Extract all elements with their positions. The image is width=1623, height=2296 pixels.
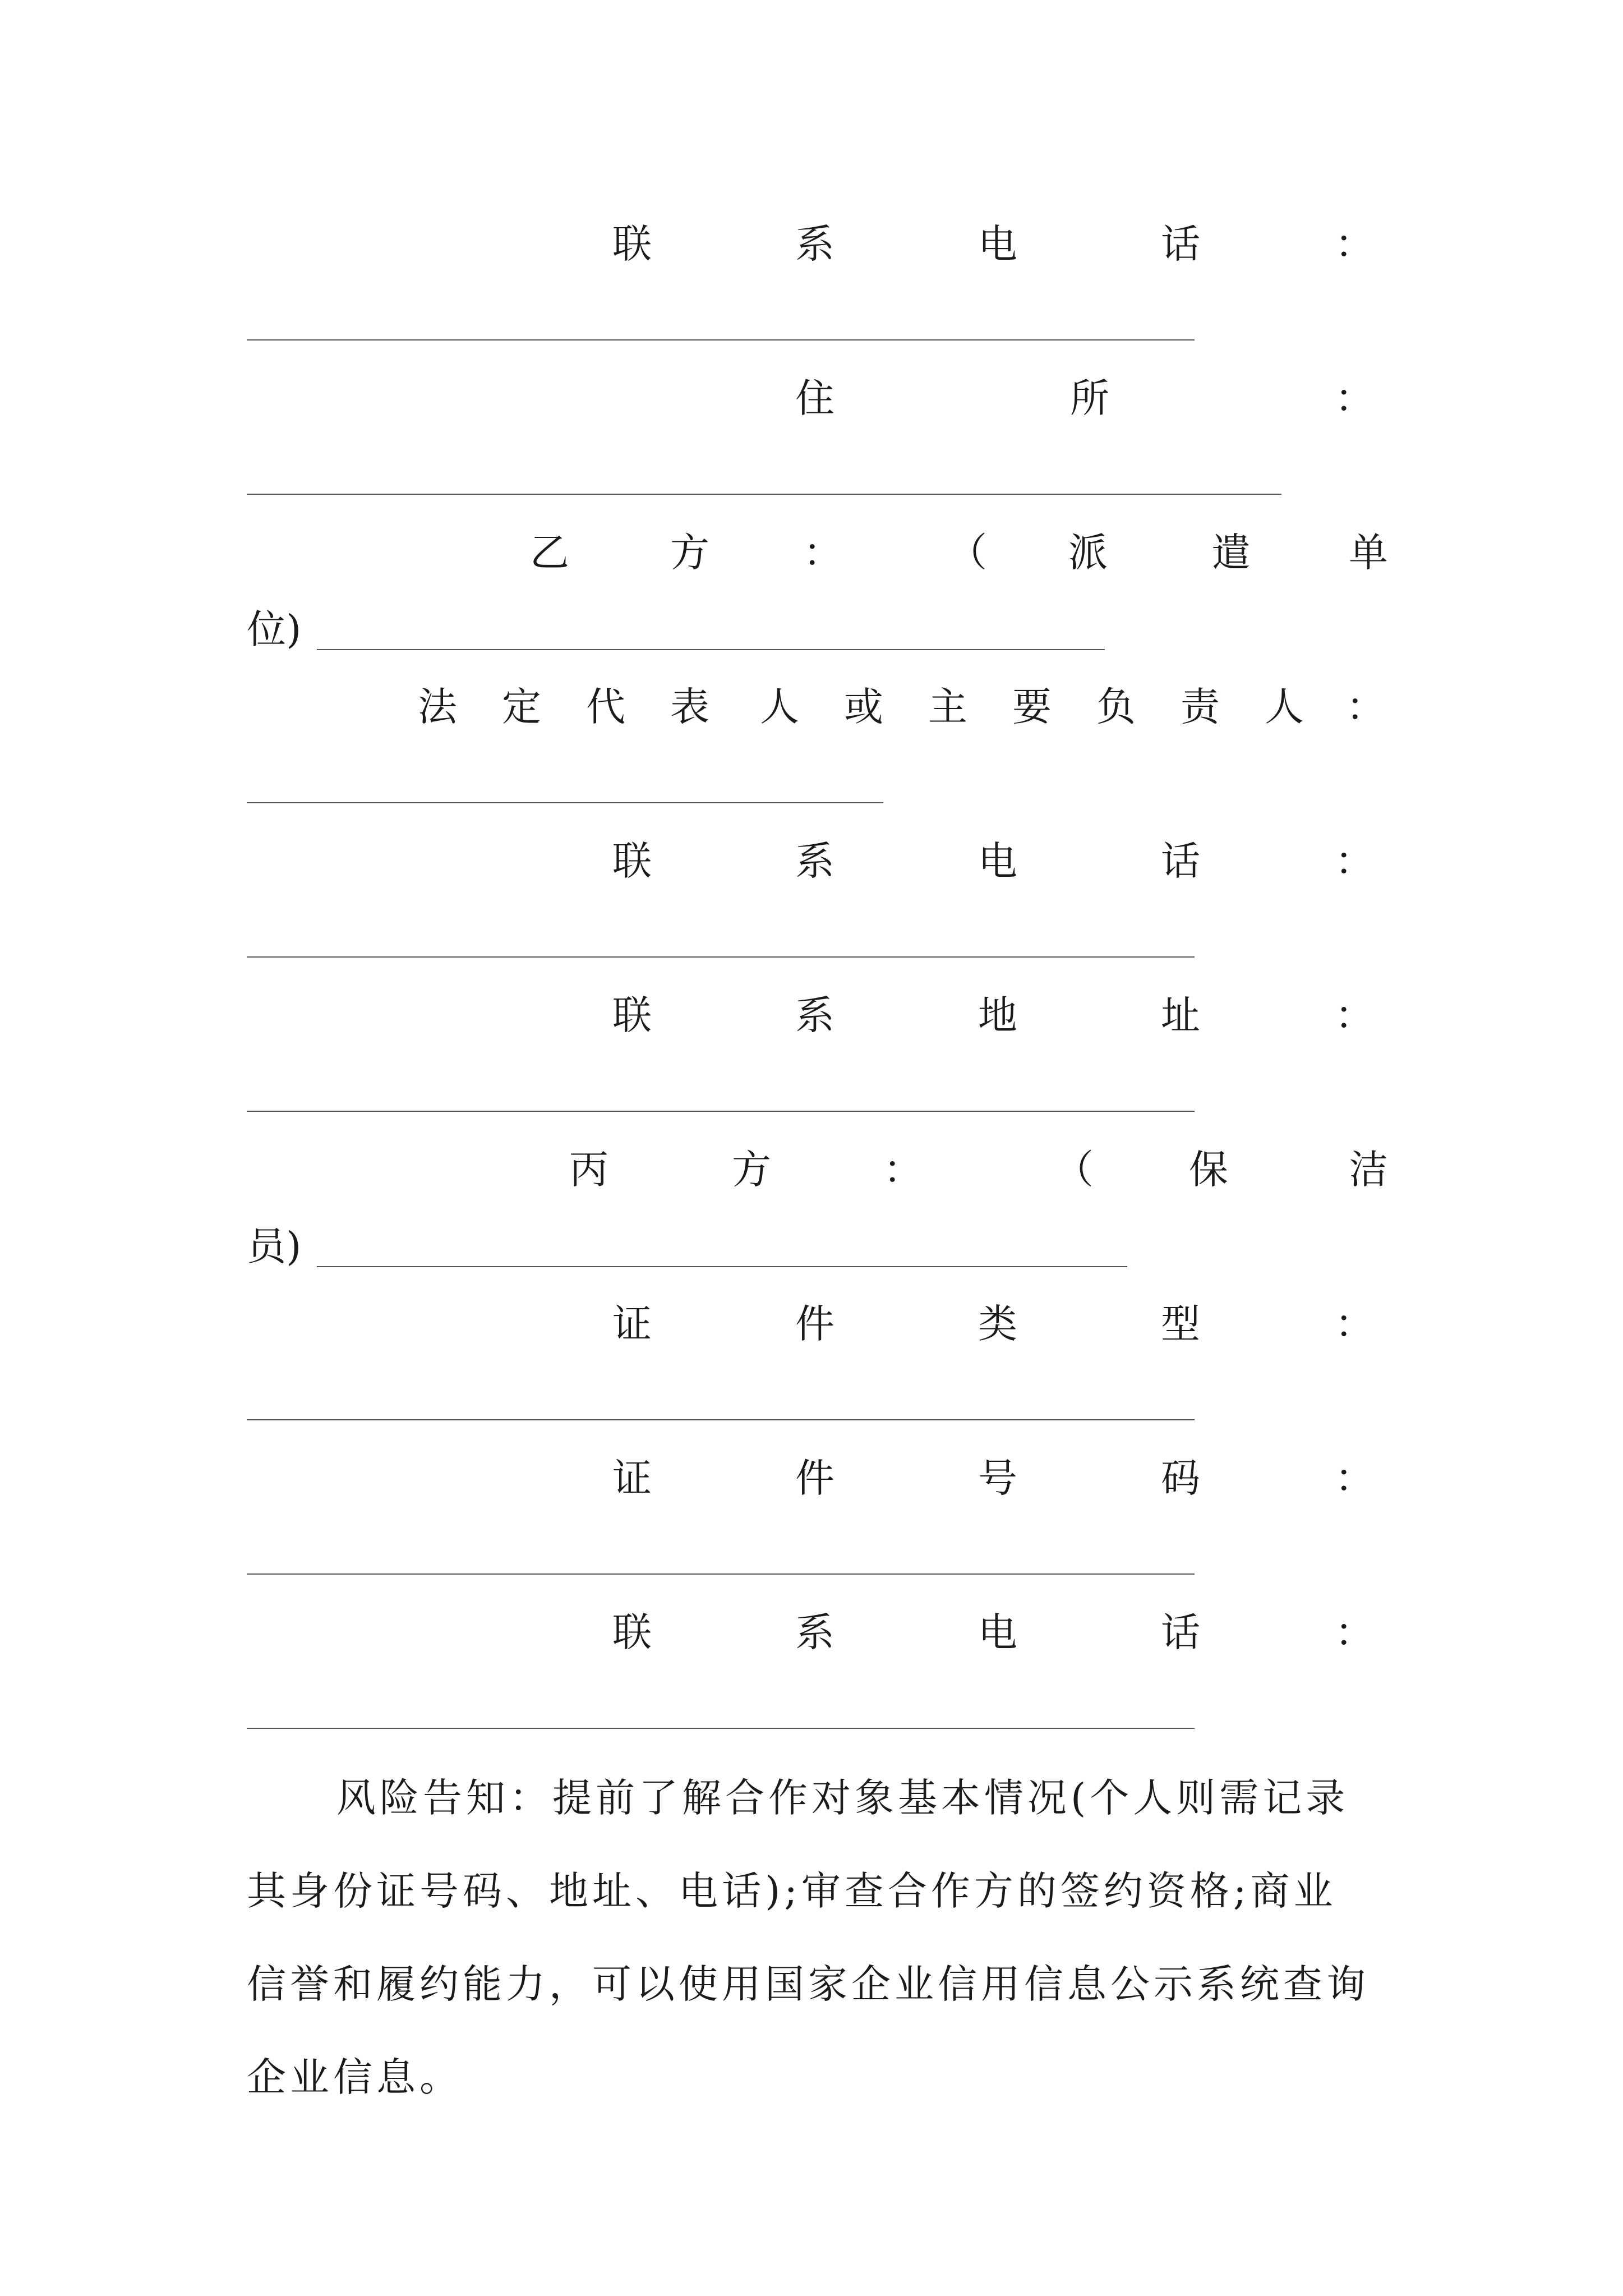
label-char: ： bbox=[1335, 838, 1374, 884]
label-char: 方 bbox=[732, 1147, 771, 1193]
label-char: 话 bbox=[1161, 1609, 1200, 1655]
label-char: 号 bbox=[978, 1455, 1017, 1501]
party-b-header-continuation: 位) bbox=[247, 606, 302, 652]
label-char: 责 bbox=[1181, 684, 1220, 730]
label-char: 地 bbox=[978, 992, 1017, 1038]
label-char: 证 bbox=[612, 1455, 652, 1501]
label-char: 件 bbox=[795, 1455, 834, 1501]
party-c-id-number-blank[interactable] bbox=[247, 1573, 1195, 1575]
party-b-contact-address-label bbox=[0, 987, 1623, 1043]
label-char: （ bbox=[948, 530, 987, 576]
label-char: 人 bbox=[1265, 684, 1304, 730]
party-b-legal-rep-label bbox=[0, 679, 1623, 735]
party-a-address-label bbox=[0, 370, 1623, 426]
label-char: 址 bbox=[1161, 992, 1200, 1038]
party-b-header bbox=[0, 524, 1623, 581]
label-char: ： bbox=[1335, 375, 1374, 421]
label-char: ： bbox=[883, 1147, 923, 1193]
party-b-unit-blank[interactable] bbox=[317, 649, 1105, 650]
label-char: 联 bbox=[612, 838, 652, 884]
label-char: 话 bbox=[1161, 838, 1200, 884]
label-char: 系 bbox=[795, 992, 834, 1038]
label-char: 联 bbox=[612, 992, 652, 1038]
label-char: 主 bbox=[928, 684, 967, 730]
label-char: 系 bbox=[795, 221, 834, 267]
risk-notice-line: 风险告知：提前了解合作对象基本情况(个人则需记录 bbox=[336, 1775, 1349, 1821]
label-char: ： bbox=[1346, 684, 1385, 730]
label-char: 方 bbox=[670, 530, 709, 576]
label-char: 法 bbox=[418, 684, 457, 730]
label-char: 联 bbox=[612, 1609, 652, 1655]
label-char: 型 bbox=[1161, 1301, 1200, 1347]
label-char: 定 bbox=[502, 684, 541, 730]
party-b-contact-address-blank[interactable] bbox=[247, 1111, 1195, 1112]
label-char: 要 bbox=[1012, 684, 1052, 730]
label-char: 码 bbox=[1161, 1455, 1200, 1501]
risk-notice-line: 企业信息。 bbox=[247, 2054, 463, 2100]
party-b-legal-rep-blank[interactable] bbox=[247, 802, 883, 803]
label-char: 系 bbox=[795, 1609, 834, 1655]
party-c-id-number-label bbox=[0, 1450, 1623, 1506]
party-a-contact-phone-blank[interactable] bbox=[247, 339, 1195, 341]
risk-notice-line: 信誉和履约能力，可以使用国家企业信用信息公示系统查询 bbox=[247, 1961, 1370, 2007]
label-char: 丙 bbox=[569, 1147, 608, 1193]
label-char: ： bbox=[1335, 221, 1374, 267]
label-char: ： bbox=[803, 530, 842, 576]
label-char: 人 bbox=[760, 684, 799, 730]
label-char: （ bbox=[1054, 1147, 1094, 1193]
label-char: ： bbox=[1335, 1609, 1374, 1655]
label-char: 所 bbox=[1070, 375, 1109, 421]
label-char: 代 bbox=[586, 684, 625, 730]
label-char: 电 bbox=[978, 1609, 1017, 1655]
party-c-header-continuation: 员) bbox=[247, 1223, 302, 1269]
label-char: ： bbox=[1335, 1455, 1374, 1501]
label-char: 电 bbox=[978, 221, 1017, 267]
label-char: 系 bbox=[795, 838, 834, 884]
risk-notice-line: 其身份证号码、地址、电话);审查合作方的签约资格;商业 bbox=[247, 1868, 1337, 1914]
party-b-contact-phone-label bbox=[0, 833, 1623, 889]
label-char: ： bbox=[1335, 992, 1374, 1038]
party-a-address-blank[interactable] bbox=[247, 494, 1281, 495]
party-c-header bbox=[0, 1142, 1623, 1198]
label-char: 负 bbox=[1096, 684, 1136, 730]
risk-notice-paragraph bbox=[247, 1751, 1391, 2124]
label-char: 话 bbox=[1161, 221, 1200, 267]
label-char: 表 bbox=[670, 684, 709, 730]
label-char: 联 bbox=[612, 221, 652, 267]
party-c-contact-phone-blank[interactable] bbox=[247, 1728, 1195, 1729]
label-char: 保 bbox=[1189, 1147, 1228, 1193]
label-char: 件 bbox=[795, 1301, 834, 1347]
party-c-id-type-blank[interactable] bbox=[247, 1419, 1195, 1420]
label-char: 乙 bbox=[530, 530, 569, 576]
label-char: 证 bbox=[612, 1301, 652, 1347]
label-char: 住 bbox=[795, 375, 834, 421]
party-c-id-type-label bbox=[0, 1296, 1623, 1352]
party-a-contact-phone-label bbox=[0, 216, 1623, 272]
party-c-contact-phone-label bbox=[0, 1604, 1623, 1660]
party-b-contact-phone-blank[interactable] bbox=[247, 956, 1195, 958]
label-char: 派 bbox=[1068, 530, 1108, 576]
label-char: 电 bbox=[978, 838, 1017, 884]
label-char: ： bbox=[1335, 1301, 1374, 1347]
label-char: 洁 bbox=[1349, 1147, 1388, 1193]
label-char: 或 bbox=[844, 684, 883, 730]
label-char: 类 bbox=[978, 1301, 1017, 1347]
label-char: 遣 bbox=[1211, 530, 1251, 576]
party-c-name-blank[interactable] bbox=[317, 1266, 1127, 1267]
label-char: 单 bbox=[1349, 530, 1388, 576]
